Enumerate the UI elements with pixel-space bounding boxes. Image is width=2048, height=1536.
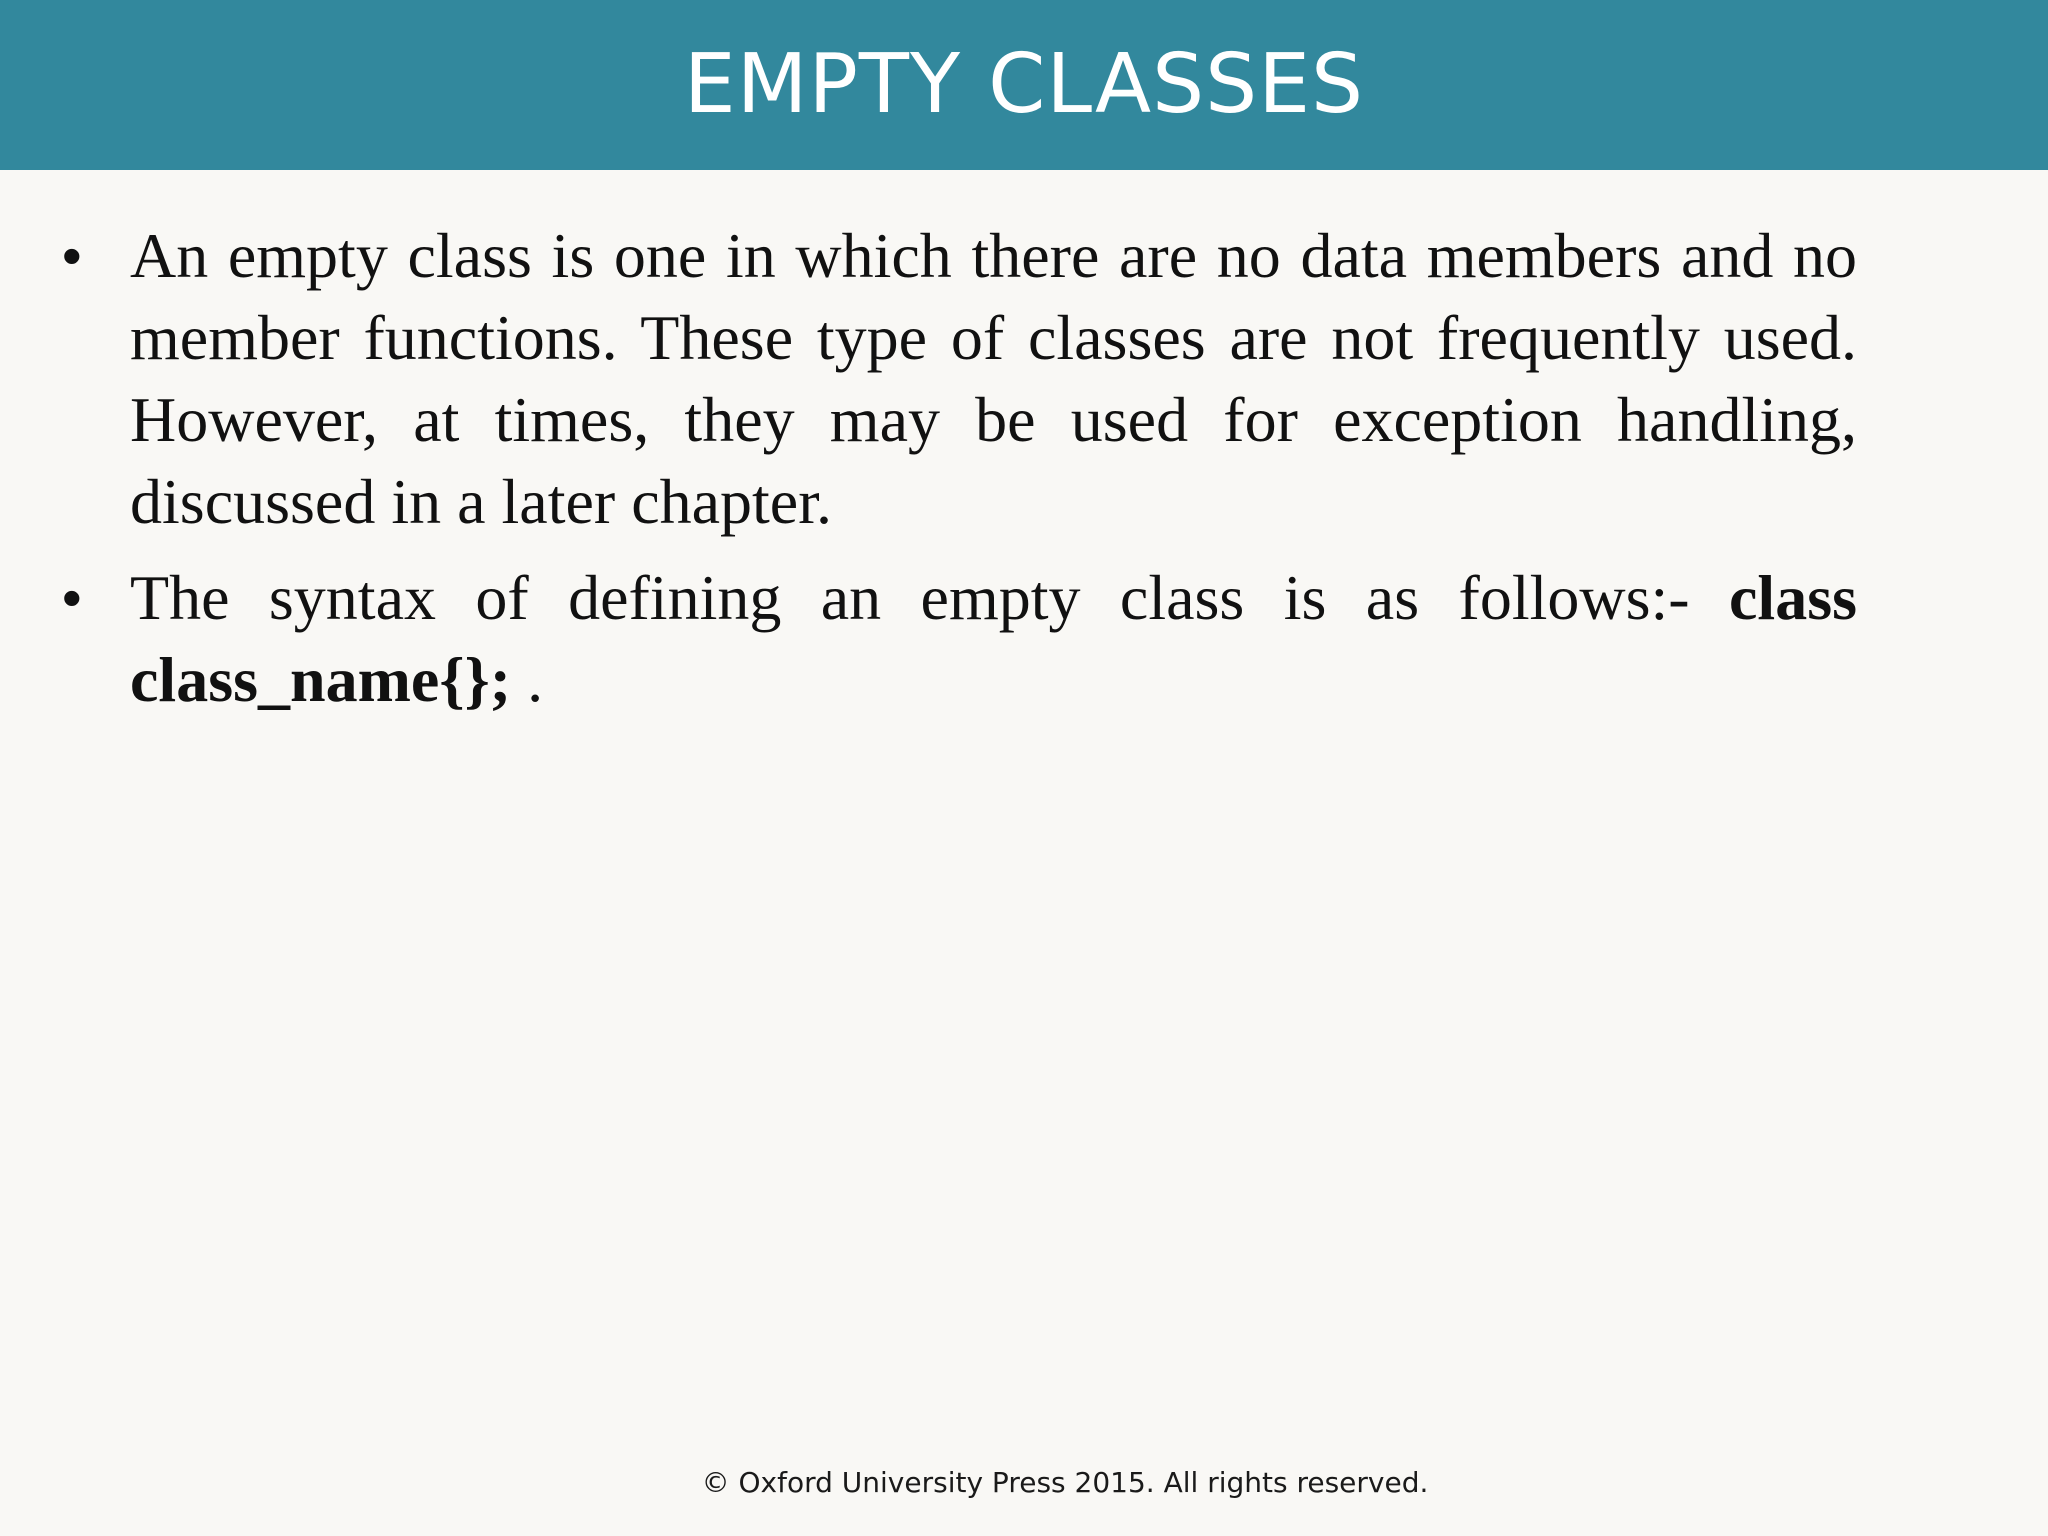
copyright-footer: © Oxford University Press 2015. All rights reserved.	[701, 1466, 1429, 1499]
slide-content	[62, 215, 1857, 721]
bullet-text: The syntax of defining an empty class is as follows:-	[130, 562, 1729, 633]
bullet-item	[62, 215, 1857, 543]
slide-title: EMPTY CLASSES	[683, 36, 1365, 132]
title-bar	[0, 0, 2048, 170]
bullet-suffix: .	[511, 644, 544, 715]
bullet-text: An empty class is one in which there are no data members and no member functions. These type of classes are not frequently used. However, at times, they may be used for exception handling, discussed in a later chapter.	[130, 220, 1857, 537]
bullet-dot-icon: •	[62, 224, 82, 287]
code-snippet: class class_name{};	[130, 562, 1857, 715]
bullet-item	[62, 557, 1857, 721]
bullet-dot-icon: •	[62, 566, 82, 629]
